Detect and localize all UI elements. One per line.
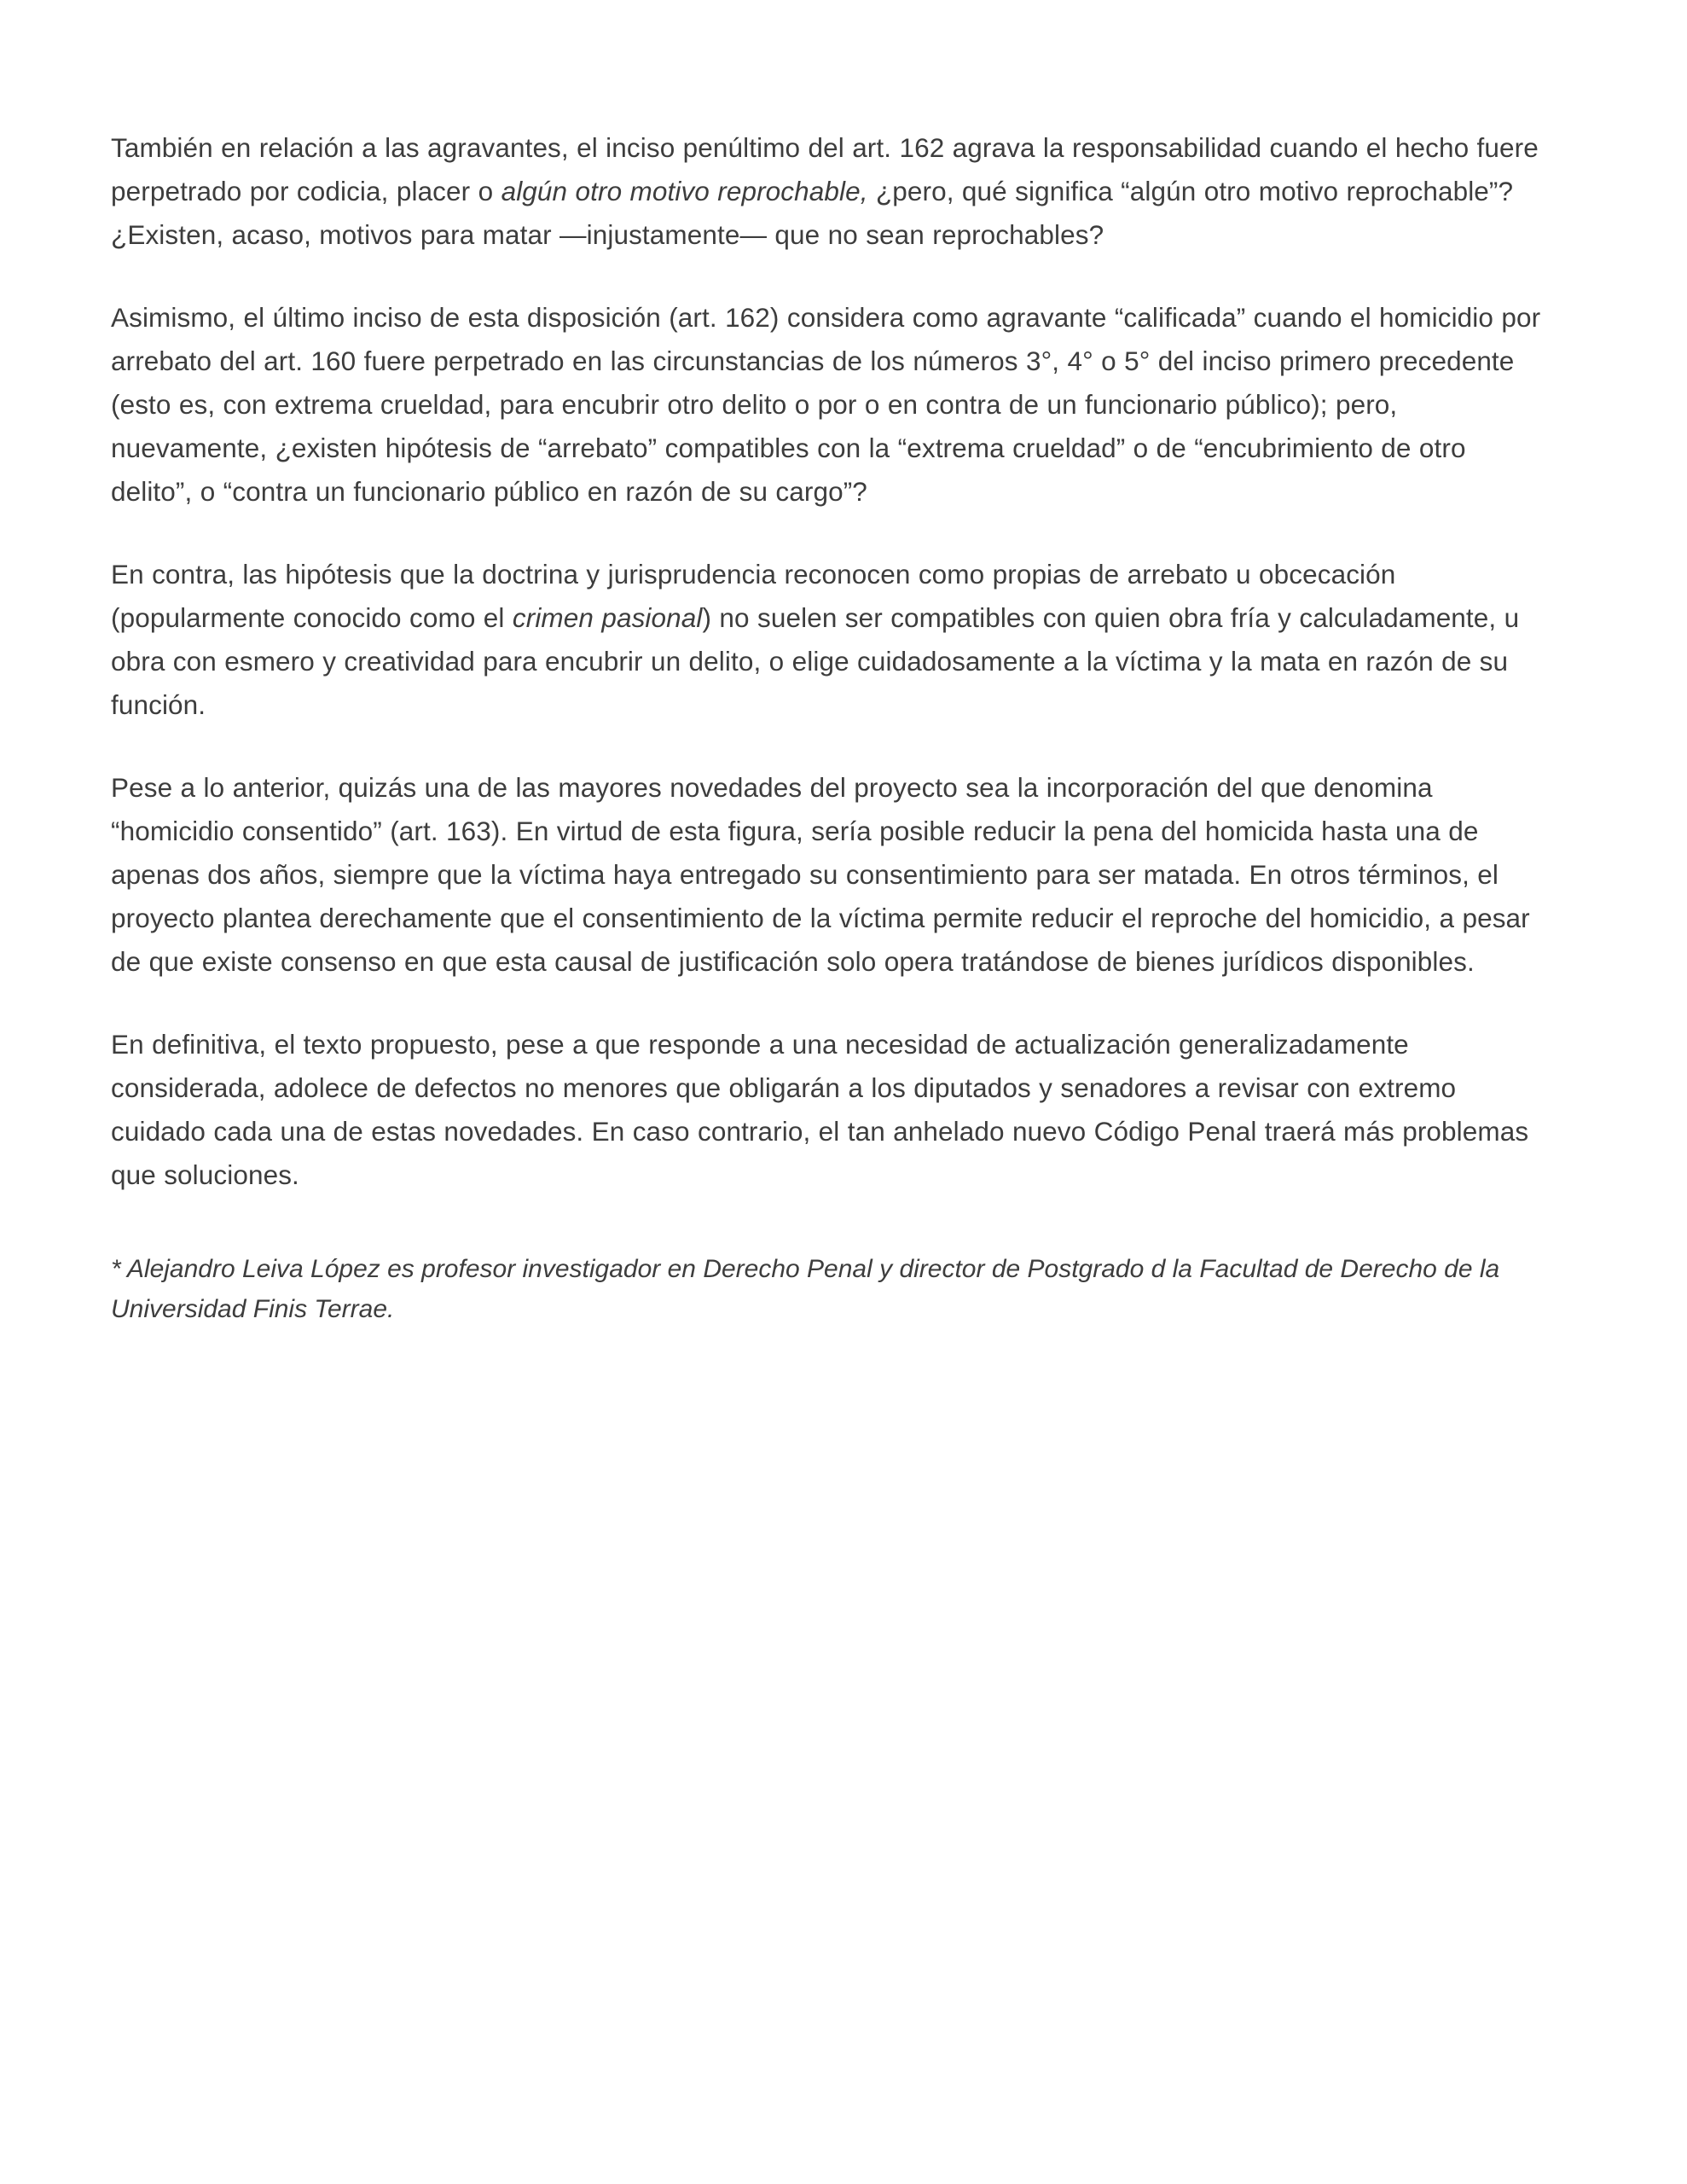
paragraph-3-segment-1: En contra, las hipótesis que la doctrina y jurisprudencia reconocen como propias de arrebato u obcecación (popularmente conocido como el (111, 559, 1396, 634)
paragraph-1-segment-1: También en relación a las agravantes, el inciso penúltimo del art. 162 agrava la responsabilidad cuando el hecho fuere perpetrado por codicia, placer o (111, 132, 1539, 207)
paragraph-3 (111, 553, 1552, 727)
paragraph-2-segment-1: Asimismo, el último inciso de esta disposición (art. 162) considera como agravante “calificada” cuando el homicidio por arrebato del art. 160 fuere perpetrado en las circunstancias de los números 3°, 4° o 5° del inciso primero precedente (esto es, con extrema crueldad, para encubrir otro delito o por o en contra de un funcionario público); pero, nuevamente, ¿existen hipótesis de “arrebato” compatibles con la “extrema crueldad” o de “encubrimiento de otro delito”, o “contra un funcionario público en razón de su cargo”? (111, 302, 1541, 508)
paragraph-1-emphasis: algún otro motivo reprochable, (501, 176, 868, 207)
paragraph-5 (111, 1023, 1552, 1197)
paragraph-5-segment-1: En definitiva, el texto propuesto, pese a que responde a una necesidad de actualización generalizadamente considerada, adolece de defectos no menores que obligarán a los diputados y senadores a revisar con extremo cuidado cada una de estas novedades. En caso contrario, el tan anhelado nuevo Código Penal traerá más problemas que soluciones. (111, 1029, 1529, 1191)
paragraph-3-segment-3: ) no suelen ser compatibles con quien obra fría y calculadamente, u obra con esmero y creatividad para encubrir un delito, o elige cuidadosamente a la víctima y la mata en razón de su función. (111, 602, 1520, 721)
paragraph-4 (111, 766, 1552, 984)
document-body (111, 126, 1552, 1329)
paragraph-1-segment-3: ¿pero, qué significa “algún otro motivo reprochable”? ¿Existen, acaso, motivos para matar —injustamente— que no sean reprochables? (111, 176, 1514, 251)
paragraph-1 (111, 126, 1552, 257)
paragraph-2 (111, 296, 1552, 514)
paragraph-4-segment-1: Pese a lo anterior, quizás una de las mayores novedades del proyecto sea la incorporación del que denomina “homicidio consentido” (art. 163). En virtud de esta figura, sería posible reducir la pena del homicida hasta una de apenas dos años, siempre que la víctima haya entregado su consentimiento para ser matada. En otros términos, el proyecto plantea derechamente que el consentimiento de la víctima permite reducir el reproche del homicidio, a pesar de que existe consenso en que esta causal de justificación solo opera tratándose de bienes jurídicos disponibles. (111, 772, 1530, 978)
author-note: * Alejandro Leiva López es profesor investigador en Derecho Penal y director de Postgrado d la Facultad de Derecho de la Universidad Finis Terrae. (111, 1255, 1500, 1323)
paragraph-3-emphasis: crimen pasional (512, 602, 703, 634)
